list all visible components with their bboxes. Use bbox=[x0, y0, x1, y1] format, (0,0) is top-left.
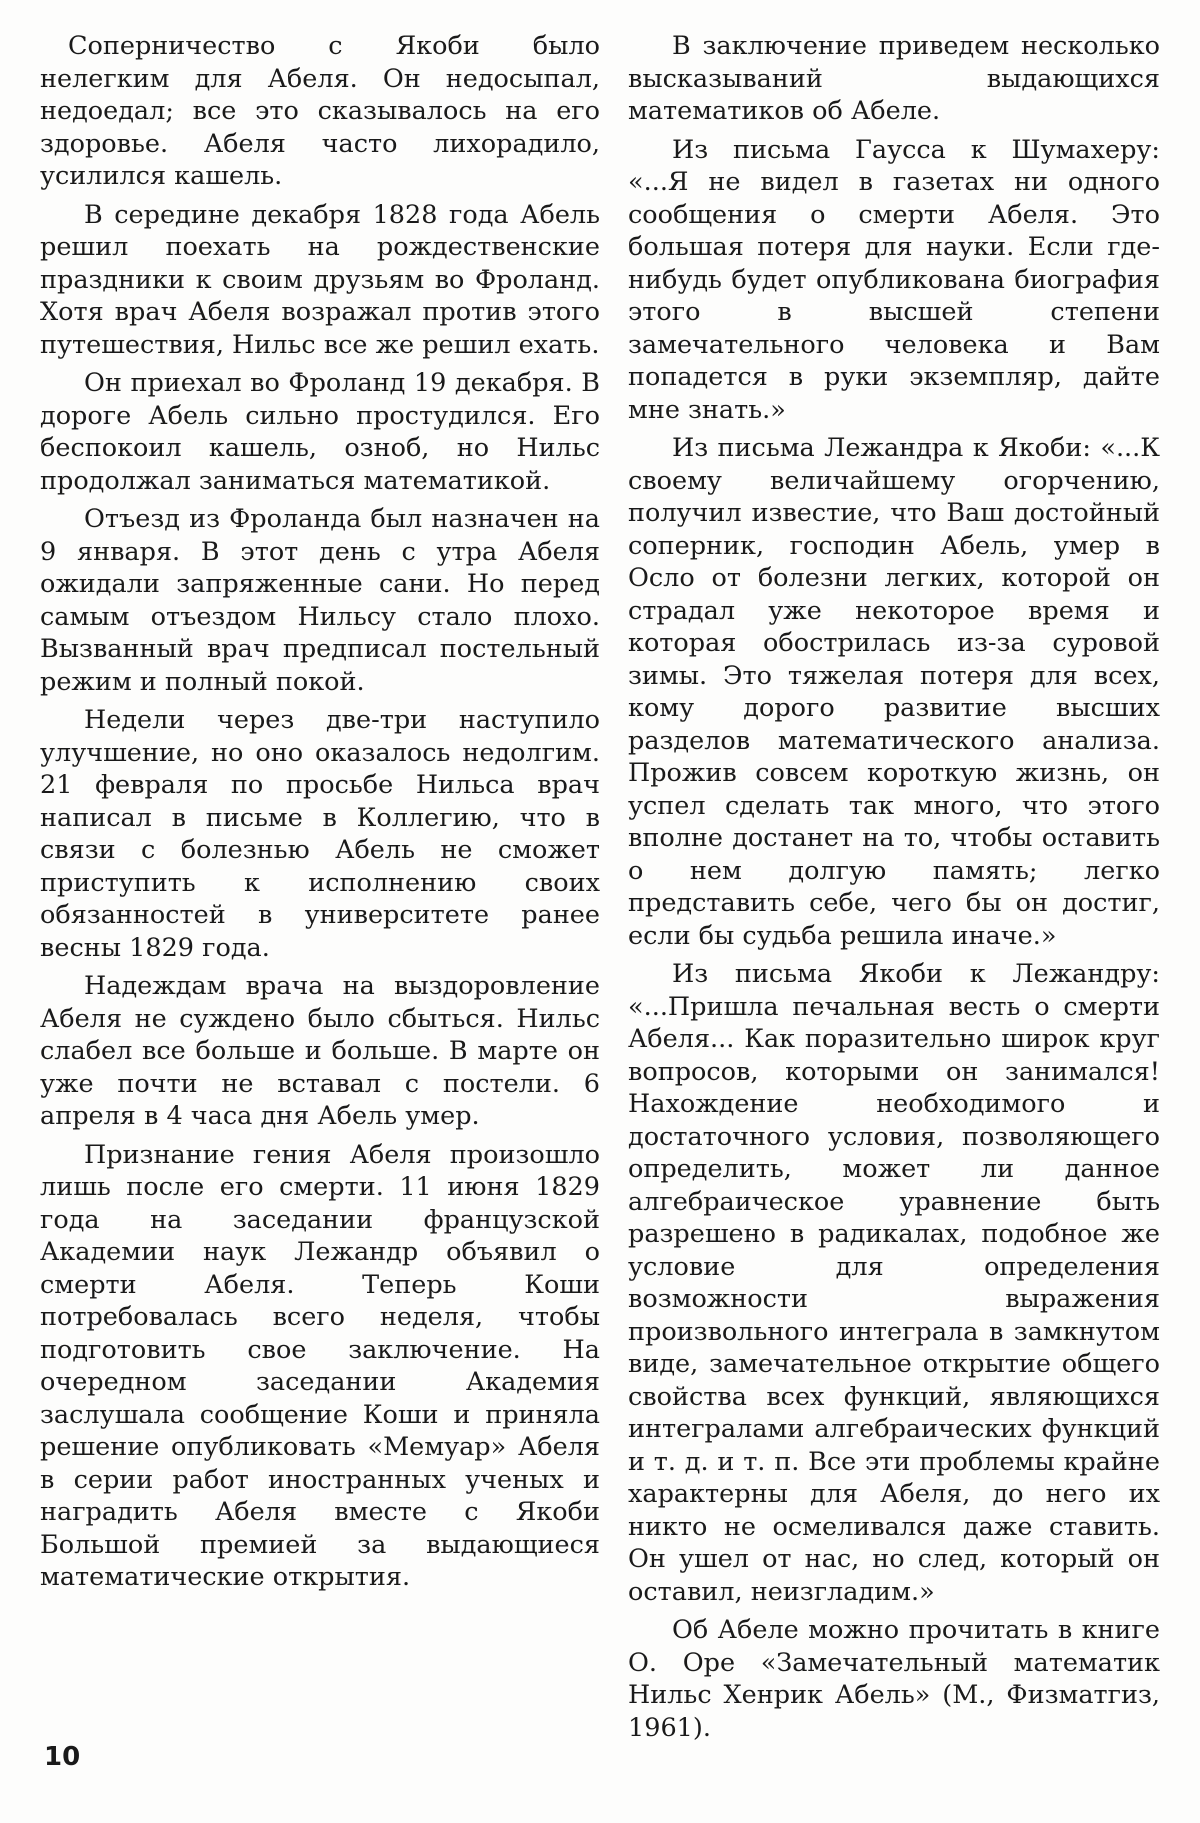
right-text-column bbox=[628, 30, 1160, 1744]
paragraph: Соперничество с Якоби было нелегким для Абеля. Он недосыпал, недоедал; все это сказывалось на его здоровье. Абеля часто лихорадило, усилился кашель. bbox=[40, 31, 600, 191]
paragraph: В середине декабря 1828 года Абель решил поехать на рождественские праздники к своим друзьям во Фроланд. Хотя врач Абеля возражал против этого путешествия, Нильс все же решил ехать. bbox=[40, 199, 600, 360]
paragraph: Отъезд из Фроланда был назначен на 9 января. В этот день с утра Абеля ожидали запряженные сани. Но перед самым отъездом Нильсу стало плохо. Вызванный врач предписал постельный режим и полный покой. bbox=[40, 504, 600, 697]
paragraph: Надеждам врача на выздоровление Абеля не суждено было сбыться. Нильс слабел все больше и больше. В марте он уже почти не вставал с постели. 6 апреля в 4 часа дня Абель умер. bbox=[40, 971, 600, 1131]
quote-paragraph-jacobi: Из письма Якоби к Лежандру: «...Пришла печальная весть о смерти Абеля... Как поразительно широк круг вопросов, которыми он занимался! Нахождение необходимого и достаточного условия, позволяющего определить, может ли данное алгебраическое уравнение быть разрешено в радикалах, подобное же условие для определения возможности выражения произвольного интеграла в замкнутом виде, замечательное открытие общего свойства всех функций, являющихся интегралами алгебраических функций и т. д. и т. п. Все эти проблемы крайне характерны для Абеля, до него их никто не осмеливался даже ставить. Он ушел от нас, но след, который он оставил, неизгладим.» bbox=[628, 959, 1160, 1607]
quote-paragraph-legendre: Из письма Лежандра к Якоби: «...К своему величайшему огорчению, получил известие, что Ваш достойный соперник, господин Абель, умер в Осло от болезни легких, которой он страдал уже некоторое время и которая обострилась из-за суровой зимы. Это тяжелая потеря для всех, кому дорого развитие высших разделов математического анализа. Прожив совсем короткую жизнь, он успел сделать так много, что этого вполне достанет на то, чтобы оставить о нем долгую память; легко представить себе, чего бы он достиг, если бы судьба решила иначе.» bbox=[628, 433, 1160, 951]
quote-paragraph-gauss: Из письма Гаусса к Шумахеру: «...Я не видел в газетах ни одного сообщения о смерти Абеля. Это большая потеря для науки. Если где-нибудь будет опубликована биография этого в высшей степени замечательного человека и Вам попадется в руки экземпляр, дайте мне знать.» bbox=[628, 134, 1160, 425]
paragraph: Он приехал во Фроланд 19 декабря. В дороге Абель сильно простудился. Его беспокоил кашель, озноб, но Нильс продолжал заниматься математикой. bbox=[40, 368, 600, 496]
left-text-column bbox=[40, 30, 600, 1594]
paragraph: В заключение приведем несколько высказываний выдающихся математиков об Абеле. bbox=[628, 31, 1160, 126]
reference-paragraph: Об Абеле можно прочитать в книге О. Оре «Замечательный математик Нильс Хенрик Абель» (М., Физматгиз, 1961). bbox=[628, 1615, 1160, 1743]
paragraph: Признание гения Абеля произошло лишь после его смерти. 11 июня 1829 года на заседании французской Академии наук Лежандр объявил о смерти Абеля. Теперь Коши потребовалась всего неделя, чтобы подготовить свое заключение. На очередном заседании Академия заслушала сообщение Коши и приняла решение опубликовать «Мемуар» Абеля в серии работ иностранных ученых и наградить Абеля вместе с Якоби Большой премией за выдающиеся математические открытия. bbox=[40, 1139, 600, 1592]
page-number: 10 bbox=[44, 1742, 81, 1772]
paragraph: Недели через две-три наступило улучшение, но оно оказалось недолгим. 21 февраля по просьбе Нильса врач написал в письме в Коллегию, что в связи с болезнью Абель не сможет приступить к исполнению своих обязанностей в университете ранее весны 1829 года. bbox=[40, 705, 600, 963]
